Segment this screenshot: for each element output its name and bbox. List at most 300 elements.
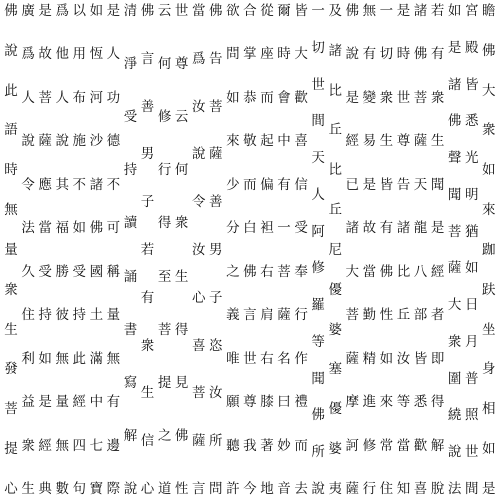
text-column (310, 3, 326, 497)
glyph: 淨 (123, 56, 138, 73)
glyph: 尼 (328, 241, 342, 258)
glyph: 書 (123, 321, 138, 338)
glyph: 聞 (430, 176, 445, 193)
glyph: 至 (157, 268, 172, 285)
glyph: 光 (464, 150, 479, 167)
glyph: 利 (21, 350, 35, 367)
glyph: 精 (362, 350, 377, 367)
glyph: 易 (362, 133, 377, 150)
glyph: 皆 (379, 176, 394, 193)
glyph: 聽 (226, 437, 240, 454)
text-column (3, 3, 19, 497)
glyph: 佛 (209, 3, 223, 19)
text-column (174, 3, 190, 497)
glyph: 說 (4, 42, 18, 59)
glyph: 人 (106, 46, 121, 63)
glyph: 人 (311, 186, 325, 203)
glyph: 尊 (174, 56, 189, 73)
glyph: 令 (191, 194, 206, 211)
glyph: 有 (277, 176, 291, 193)
glyph: 夷 (328, 480, 342, 497)
glyph: 子 (209, 289, 223, 306)
glyph: 皆 (413, 350, 428, 367)
glyph: 四 (72, 437, 86, 454)
glyph: 薩 (191, 433, 206, 450)
glyph: 汝 (209, 385, 223, 402)
glyph: 白 (243, 220, 257, 237)
glyph: 福 (55, 220, 69, 237)
glyph: 普 (464, 370, 479, 387)
glyph: 經 (430, 263, 445, 280)
glyph: 當 (191, 3, 206, 19)
text-column (344, 3, 360, 497)
glyph: 等 (311, 333, 325, 350)
glyph: 跏 (482, 241, 496, 258)
text-column (276, 3, 292, 497)
glyph: 性 (174, 480, 189, 497)
glyph: 音 (277, 480, 291, 497)
glyph: 圍 (447, 370, 462, 387)
glyph: 寶 (89, 480, 104, 497)
glyph: 薩 (38, 133, 52, 150)
text-column (37, 3, 53, 497)
glyph: 人 (21, 89, 35, 106)
glyph: 如 (464, 260, 479, 277)
glyph: 悉 (464, 113, 479, 130)
glyph: 欲 (226, 3, 240, 19)
glyph: 如 (38, 350, 52, 367)
glyph: 信 (140, 433, 155, 450)
glyph: 天 (311, 150, 325, 167)
glyph: 少 (226, 176, 240, 193)
glyph: 皆 (464, 76, 479, 93)
glyph: 龍 (413, 220, 428, 237)
glyph: 久 (21, 263, 35, 280)
glyph: 無 (362, 3, 377, 19)
glyph: 優 (328, 401, 342, 418)
text-column (54, 3, 70, 497)
glyph: 故 (38, 46, 52, 63)
glyph: 聲 (447, 150, 462, 167)
glyph: 世 (174, 3, 189, 19)
glyph: 佛 (243, 263, 257, 280)
glyph: 等 (396, 394, 411, 411)
glyph: 歡 (294, 89, 308, 106)
glyph: 布 (72, 89, 86, 106)
glyph: 提 (157, 374, 172, 391)
glyph: 告 (209, 50, 223, 67)
glyph: 若 (430, 3, 445, 19)
glyph: 從 (260, 3, 274, 19)
glyph: 菩 (345, 307, 359, 324)
glyph: 當 (396, 437, 411, 454)
glyph: 塞 (328, 361, 342, 378)
glyph: 歡 (413, 437, 428, 454)
glyph: 經 (38, 437, 52, 454)
glyph: 世 (464, 444, 479, 461)
glyph: 所 (311, 444, 325, 461)
glyph: 者 (430, 307, 445, 324)
glyph: 國 (89, 263, 104, 280)
glyph: 解 (430, 437, 445, 454)
glyph: 地 (260, 480, 274, 497)
glyph: 坐 (482, 321, 496, 338)
glyph: 行 (157, 162, 172, 179)
glyph: 膝 (260, 394, 274, 411)
glyph: 菩 (209, 98, 223, 115)
text-column (361, 3, 377, 497)
glyph: 天 (413, 176, 428, 193)
glyph: 佛 (482, 42, 496, 59)
glyph: 如 (89, 3, 104, 19)
text-column (105, 3, 121, 497)
glyph: 受 (72, 263, 86, 280)
text-column (293, 3, 309, 497)
glyph: 是 (38, 3, 52, 19)
glyph: 摩 (345, 394, 359, 411)
text-column (378, 3, 394, 497)
glyph: 有 (430, 46, 445, 63)
glyph: 而 (260, 89, 274, 106)
glyph: 間 (464, 480, 479, 497)
glyph: 世 (396, 89, 411, 106)
glyph: 曰 (277, 394, 291, 411)
glyph: 相 (482, 401, 496, 418)
glyph: 是 (396, 3, 411, 19)
glyph: 聞 (311, 370, 325, 387)
text-column (413, 3, 429, 497)
glyph: 菩 (277, 263, 291, 280)
glyph: 經 (72, 394, 86, 411)
glyph: 諸 (345, 220, 359, 237)
glyph: 如 (72, 220, 86, 237)
glyph: 肩 (260, 307, 274, 324)
glyph: 悉 (413, 394, 428, 411)
text-column (464, 3, 480, 497)
glyph: 喜 (191, 337, 206, 354)
glyph: 數 (55, 480, 69, 497)
text-column (208, 3, 224, 497)
glyph: 諸 (328, 42, 342, 59)
glyph: 不 (72, 176, 86, 193)
glyph: 性 (379, 307, 394, 324)
glyph: 七 (89, 437, 104, 454)
glyph: 經 (345, 133, 359, 150)
glyph: 切 (379, 46, 394, 63)
glyph: 生 (430, 133, 445, 150)
glyph: 我 (243, 437, 257, 454)
text-column (122, 3, 138, 497)
glyph: 用 (72, 46, 86, 63)
glyph: 何 (157, 56, 172, 73)
glyph: 菩 (413, 89, 428, 106)
glyph: 世 (243, 350, 257, 367)
text-column (157, 3, 173, 497)
glyph: 猶 (464, 223, 479, 240)
glyph: 得 (157, 215, 172, 232)
glyph: 法 (447, 480, 462, 497)
glyph: 佛 (311, 407, 325, 424)
glyph: 薩 (209, 146, 223, 163)
glyph: 部 (413, 307, 428, 324)
glyph: 來 (379, 394, 394, 411)
glyph: 說 (447, 444, 462, 461)
glyph: 量 (106, 307, 121, 324)
glyph: 比 (396, 263, 411, 280)
glyph: 許 (226, 480, 240, 497)
glyph: 無 (55, 437, 69, 454)
glyph: 菩 (447, 223, 462, 240)
glyph: 法 (21, 220, 35, 237)
glyph: 脫 (430, 480, 445, 497)
glyph: 住 (21, 307, 35, 324)
glyph: 是 (447, 39, 462, 56)
glyph: 典 (38, 480, 52, 497)
glyph: 道 (157, 480, 172, 497)
glyph: 是 (345, 89, 359, 106)
glyph: 言 (243, 307, 257, 324)
glyph: 合 (243, 3, 257, 19)
glyph: 說 (345, 46, 359, 63)
glyph: 寫 (123, 374, 138, 391)
glyph: 受 (294, 220, 308, 237)
glyph: 佛 (4, 3, 18, 19)
glyph: 持 (123, 162, 138, 179)
glyph: 修 (311, 260, 325, 277)
glyph: 清 (123, 3, 138, 19)
glyph: 無 (55, 350, 69, 367)
glyph: 妙 (277, 437, 291, 454)
glyph: 右 (260, 263, 274, 280)
glyph: 丘 (328, 122, 342, 139)
glyph: 知 (396, 480, 411, 497)
glyph: 世 (311, 76, 325, 93)
glyph: 阿 (311, 223, 325, 240)
glyph: 而 (243, 176, 257, 193)
glyph: 一 (277, 220, 291, 237)
glyph: 一 (379, 3, 394, 19)
glyph: 時 (277, 46, 291, 63)
glyph: 量 (4, 241, 18, 258)
glyph: 訶 (345, 437, 359, 454)
glyph: 丘 (328, 202, 342, 219)
text-column (242, 3, 258, 497)
glyph: 菩 (191, 385, 206, 402)
glyph: 生 (21, 480, 35, 497)
glyph: 說 (311, 480, 325, 497)
glyph: 有 (106, 394, 121, 411)
glyph: 去 (294, 480, 308, 497)
glyph: 喜 (413, 480, 428, 497)
glyph: 佛 (140, 3, 155, 19)
glyph: 施 (72, 133, 86, 150)
glyph: 生 (174, 268, 189, 285)
glyph: 作 (294, 350, 308, 367)
glyph: 受 (38, 263, 52, 280)
glyph: 諸 (447, 76, 462, 93)
glyph: 願 (226, 394, 240, 411)
glyph: 諸 (413, 3, 428, 19)
glyph: 佛 (413, 46, 428, 63)
glyph: 皆 (294, 3, 308, 19)
glyph: 爾 (277, 3, 291, 19)
glyph: 當 (362, 263, 377, 280)
text-column (481, 3, 497, 497)
glyph: 著 (260, 437, 274, 454)
text-column (71, 3, 87, 497)
text-column (395, 3, 411, 497)
glyph: 當 (38, 220, 52, 237)
text-column (20, 3, 36, 497)
glyph: 量 (55, 394, 69, 411)
glyph: 衆 (174, 215, 189, 232)
glyph: 敬 (243, 133, 257, 150)
glyph: 彼 (55, 307, 69, 324)
glyph: 時 (4, 162, 18, 179)
glyph: 邊 (106, 437, 121, 454)
glyph: 告 (396, 176, 411, 193)
glyph: 佛 (89, 220, 104, 237)
glyph: 無 (4, 202, 18, 219)
glyph: 人 (55, 89, 69, 106)
glyph: 善 (140, 98, 155, 115)
glyph: 殿 (464, 39, 479, 56)
glyph: 持 (38, 307, 52, 324)
glyph: 際 (106, 480, 121, 497)
glyph: 生 (4, 321, 18, 338)
glyph: 掌 (243, 46, 257, 63)
glyph: 如 (482, 162, 496, 179)
text-columns (3, 3, 497, 497)
glyph: 中 (89, 394, 104, 411)
glyph: 婆 (328, 441, 342, 458)
glyph: 有 (379, 220, 394, 237)
glyph: 行 (362, 480, 377, 497)
glyph: 常 (379, 437, 394, 454)
glyph: 八 (413, 263, 428, 280)
glyph: 薩 (447, 260, 462, 277)
glyph: 問 (209, 480, 223, 497)
glyph: 進 (362, 394, 377, 411)
glyph: 諸 (396, 220, 411, 237)
glyph: 說 (21, 133, 35, 150)
glyph: 言 (191, 480, 206, 497)
glyph: 義 (226, 307, 240, 324)
glyph: 偏 (260, 176, 274, 193)
text-column (88, 3, 104, 497)
glyph: 座 (260, 46, 274, 63)
glyph: 菩 (4, 401, 18, 418)
glyph: 應 (38, 176, 52, 193)
text-column (430, 3, 446, 497)
glyph: 功 (106, 89, 121, 106)
glyph: 恣 (209, 337, 223, 354)
glyph: 之 (226, 263, 240, 280)
glyph: 汝 (396, 350, 411, 367)
glyph: 令 (21, 176, 35, 193)
glyph: 聞 (447, 186, 462, 203)
glyph: 以 (72, 3, 86, 19)
glyph: 來 (226, 133, 240, 150)
glyph: 繞 (447, 407, 462, 424)
glyph: 故 (362, 220, 377, 237)
glyph: 說 (55, 133, 69, 150)
glyph: 爲 (191, 50, 206, 67)
glyph: 他 (55, 46, 69, 63)
glyph: 大 (482, 82, 496, 99)
glyph: 男 (140, 146, 155, 163)
glyph: 是 (38, 394, 52, 411)
glyph: 言 (140, 50, 155, 67)
glyph: 是 (106, 3, 121, 19)
glyph: 一 (311, 3, 325, 19)
glyph: 生 (379, 133, 394, 150)
glyph: 心 (140, 480, 155, 497)
glyph: 汝 (191, 241, 206, 258)
glyph: 衆 (482, 122, 496, 139)
glyph: 心 (4, 480, 18, 497)
glyph: 住 (379, 480, 394, 497)
glyph: 衆 (379, 89, 394, 106)
glyph: 子 (140, 194, 155, 211)
glyph: 誦 (123, 268, 138, 285)
glyph: 已 (345, 176, 359, 193)
glyph: 廣 (21, 3, 35, 19)
glyph: 大 (447, 297, 462, 314)
glyph: 日 (464, 297, 479, 314)
glyph: 所 (209, 433, 223, 450)
glyph: 切 (311, 39, 325, 56)
glyph: 行 (294, 307, 308, 324)
glyph: 佛 (379, 263, 394, 280)
glyph: 禮 (294, 394, 308, 411)
glyph: 有 (140, 289, 155, 306)
glyph: 持 (72, 307, 86, 324)
glyph: 奉 (294, 263, 308, 280)
glyph: 得 (430, 394, 445, 411)
glyph: 諸 (89, 176, 104, 193)
glyph: 喜 (294, 133, 308, 150)
glyph: 若 (140, 241, 155, 258)
glyph: 見 (174, 374, 189, 391)
glyph: 薩 (345, 350, 359, 367)
glyph: 發 (4, 361, 18, 378)
glyph: 薩 (277, 307, 291, 324)
glyph: 薩 (413, 133, 428, 150)
glyph: 優 (328, 281, 342, 298)
glyph: 男 (209, 241, 223, 258)
glyph: 衆 (447, 333, 462, 350)
glyph: 照 (464, 407, 479, 424)
glyph: 是 (362, 176, 377, 193)
text-column (140, 3, 156, 497)
glyph: 分 (226, 220, 240, 237)
glyph: 心 (191, 289, 206, 306)
glyph: 來 (482, 202, 496, 219)
glyph: 提 (4, 441, 18, 458)
glyph: 句 (72, 480, 86, 497)
glyph: 尊 (396, 133, 411, 150)
glyph: 問 (226, 46, 240, 63)
glyph: 無 (106, 350, 121, 367)
glyph: 爲 (21, 46, 35, 63)
glyph: 解 (123, 427, 138, 444)
glyph: 瞻 (482, 3, 496, 19)
glyph: 是 (482, 480, 496, 497)
glyph: 佛 (345, 3, 359, 19)
glyph: 說 (191, 146, 206, 163)
glyph: 何 (174, 162, 189, 179)
